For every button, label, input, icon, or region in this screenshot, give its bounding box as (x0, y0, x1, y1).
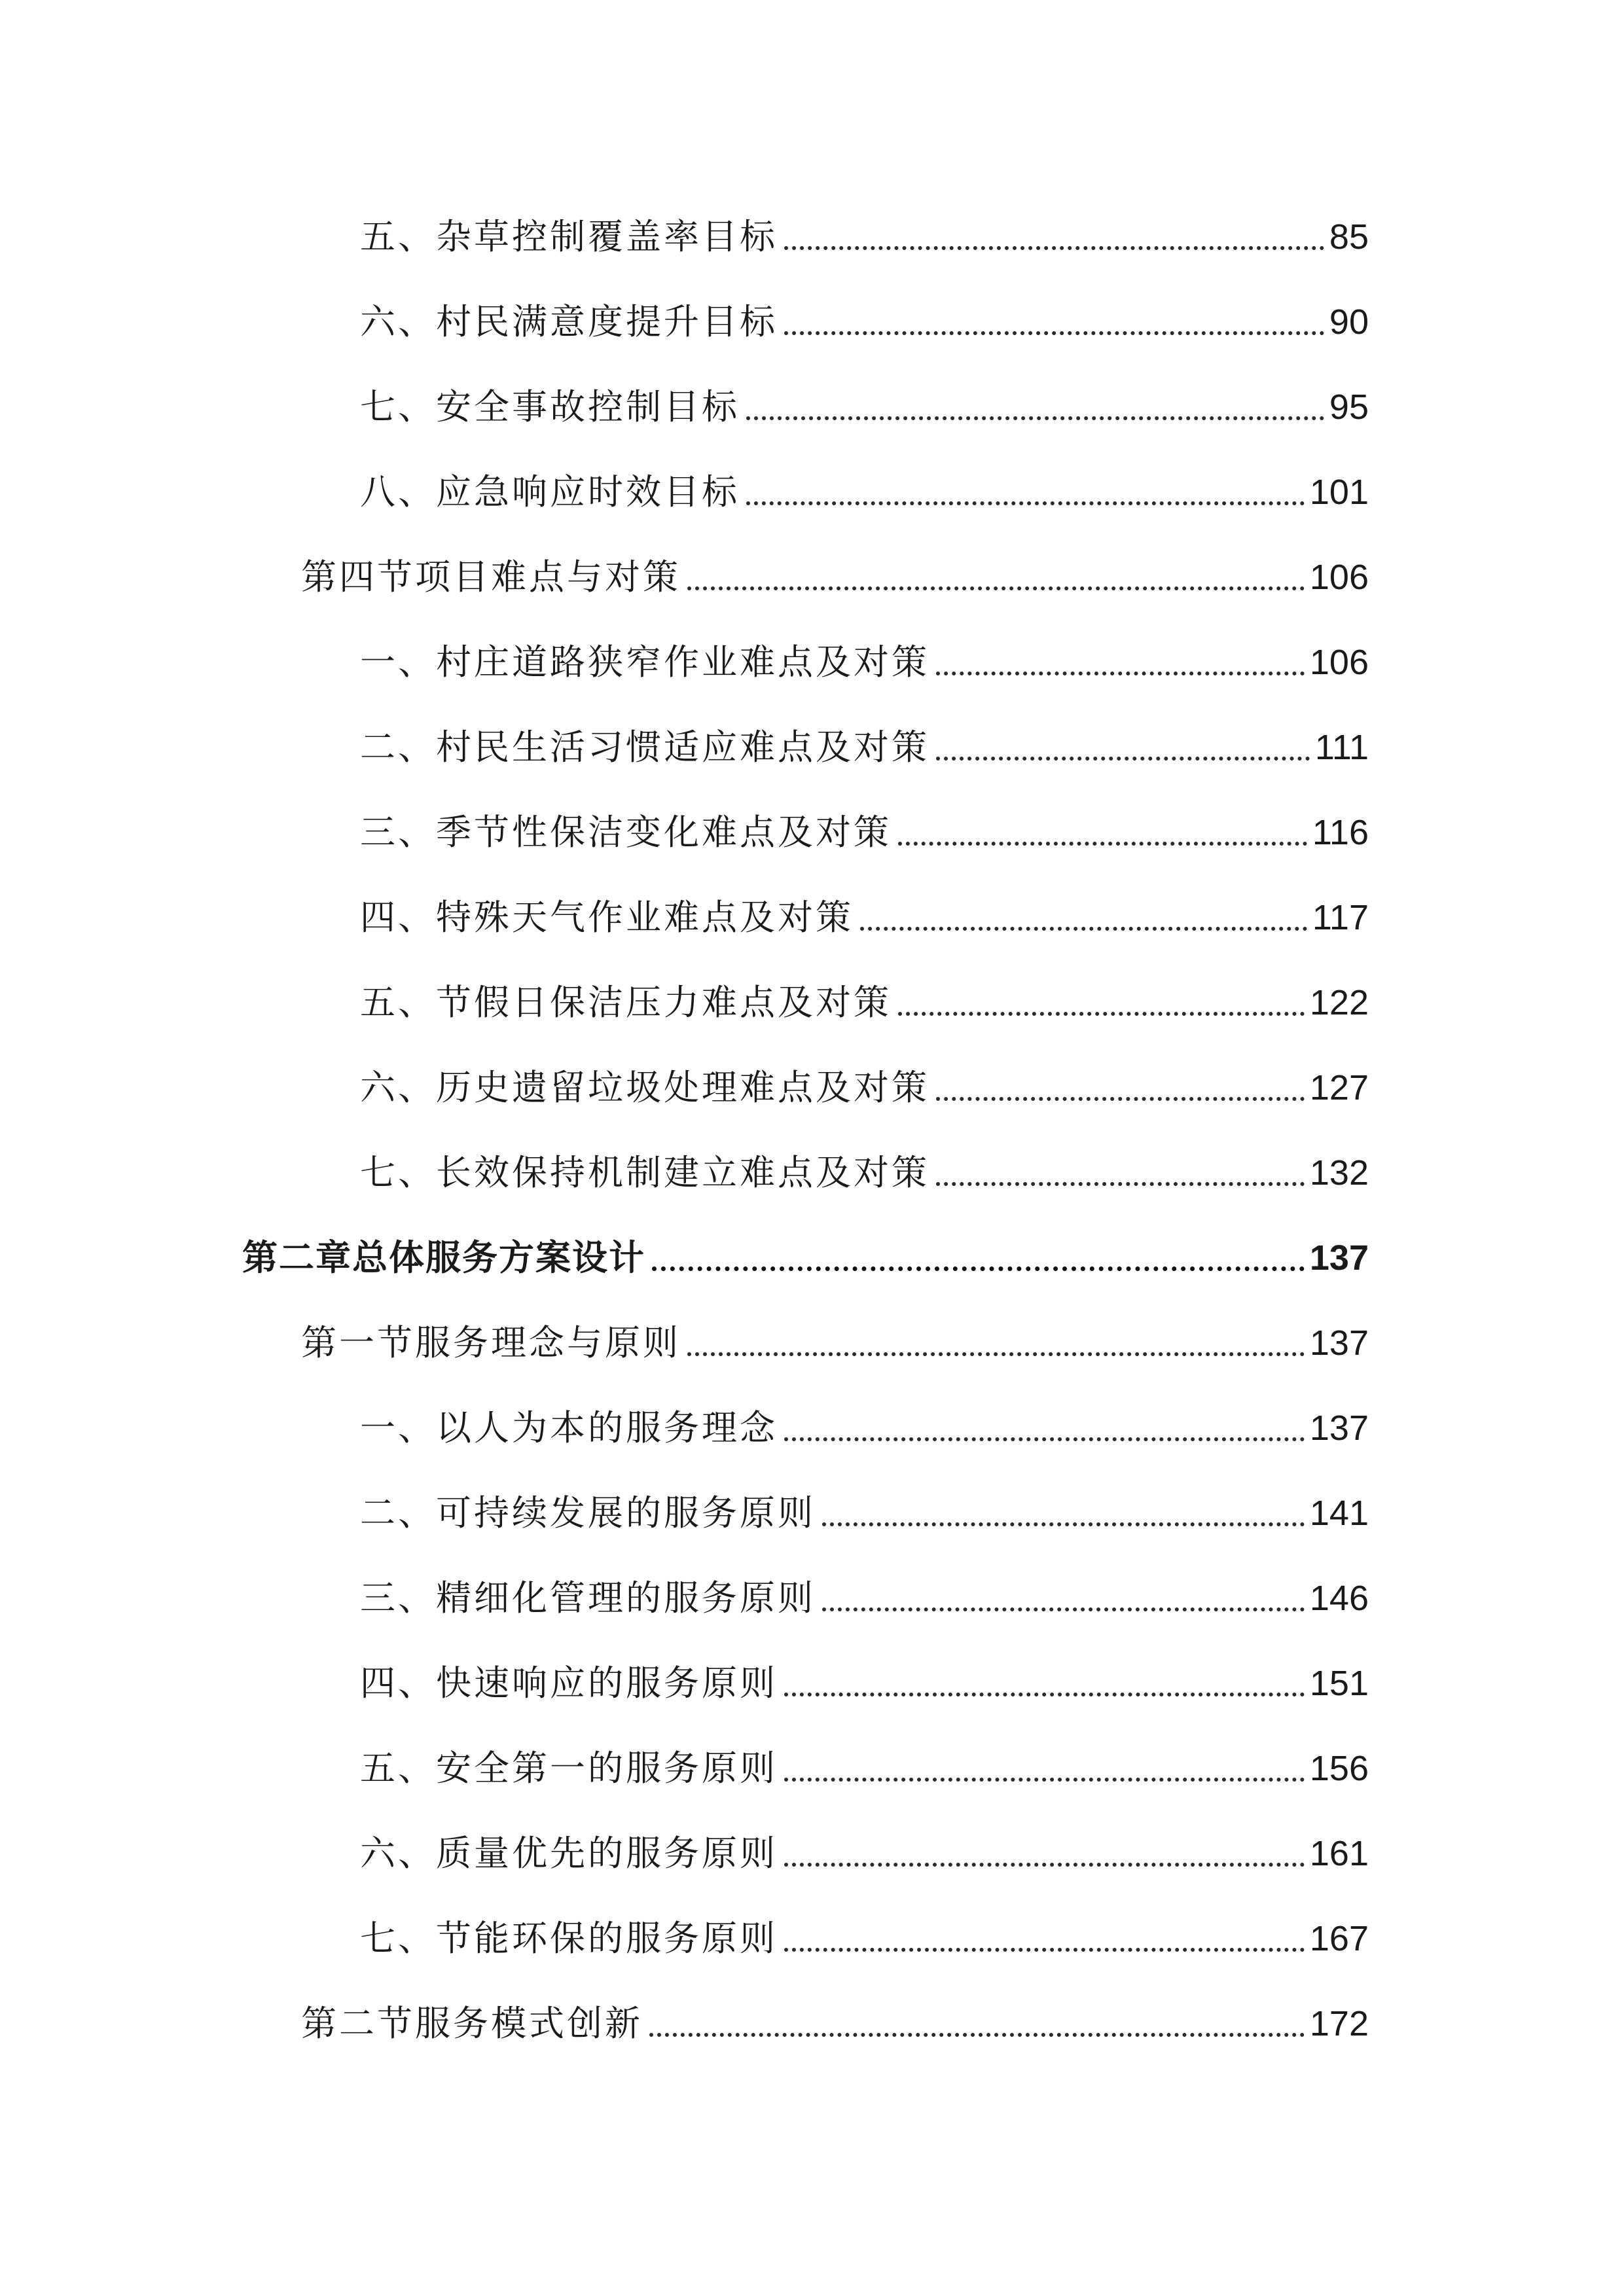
toc-entry-page: 106 (1309, 558, 1369, 597)
toc-entry[interactable] (360, 1657, 1369, 1710)
toc-entry-page: 161 (1309, 1834, 1369, 1873)
toc-entry[interactable] (360, 1487, 1369, 1539)
toc-entry-title: 四、快速响应的服务原则 (360, 1662, 778, 1704)
toc-dot-leader (746, 416, 1324, 420)
toc-entry-page: 137 (1309, 1238, 1369, 1278)
toc-entry-title: 一、村庄道路狭窄作业难点及对策 (360, 641, 929, 683)
toc-dot-leader (822, 1607, 1305, 1611)
toc-entry-page: 156 (1309, 1749, 1369, 1788)
toc-dot-leader (898, 842, 1307, 846)
toc-entry-title: 三、季节性保洁变化难点及对策 (360, 812, 892, 853)
toc-entry-page: 106 (1309, 643, 1369, 682)
toc-dot-leader (649, 2033, 1305, 2037)
toc-entry[interactable] (360, 1402, 1369, 1454)
toc-dot-leader (784, 1778, 1305, 1782)
toc-entry[interactable] (360, 1912, 1369, 1965)
toc-entry-page: 95 (1329, 387, 1369, 427)
toc-dot-leader (746, 501, 1305, 505)
toc-entry-title: 第一节服务理念与原则 (301, 1322, 681, 1363)
toc-entry[interactable] (360, 1742, 1369, 1795)
toc-entry-page: 85 (1329, 217, 1369, 257)
toc-entry[interactable] (301, 1317, 1369, 1369)
toc-entry[interactable] (360, 1062, 1369, 1114)
toc-entry-page: 117 (1312, 898, 1369, 937)
toc-entry-page: 101 (1309, 473, 1369, 512)
toc-entry-page: 167 (1309, 1919, 1369, 1958)
toc-dot-leader (936, 1182, 1305, 1186)
toc-entry[interactable] (360, 381, 1369, 433)
toc-entry-page: 146 (1309, 1579, 1369, 1618)
toc-dot-leader (898, 1012, 1305, 1016)
toc-entry-title: 第二节服务模式创新 (301, 2003, 643, 2044)
toc-dot-leader (860, 927, 1307, 931)
toc-entry[interactable] (360, 296, 1369, 348)
toc-entry[interactable] (360, 806, 1369, 859)
toc-entry-page: 141 (1309, 1494, 1369, 1533)
toc-entry[interactable] (360, 721, 1369, 774)
toc-dot-leader (784, 1693, 1305, 1696)
toc-entry[interactable] (360, 636, 1369, 689)
toc-entry-title: 七、节能环保的服务原则 (360, 1918, 778, 1959)
toc-entry-title: 七、安全事故控制目标 (360, 386, 740, 427)
toc-entry[interactable] (360, 1147, 1369, 1199)
toc-entry[interactable] (360, 1572, 1369, 1624)
toc-entry-title: 六、村民满意度提升目标 (360, 301, 778, 342)
toc-entry-title: 四、特殊天气作业难点及对策 (360, 897, 854, 938)
toc-entry-title: 第二章总体服务方案设计 (242, 1237, 645, 1278)
toc-entry-title: 八、应急响应时效目标 (360, 471, 740, 512)
toc-dot-leader (652, 1266, 1305, 1271)
toc-entry[interactable] (301, 1998, 1369, 2050)
toc-chapter-entry[interactable] (242, 1232, 1369, 1284)
toc-entry[interactable] (360, 891, 1369, 944)
toc-entry-title: 五、安全第一的服务原则 (360, 1748, 778, 1789)
toc-dot-leader (784, 331, 1324, 335)
toc-dot-leader (936, 757, 1310, 761)
toc-entry-page: 116 (1312, 813, 1369, 852)
toc-entry-page: 151 (1309, 1664, 1369, 1703)
toc-entry-title: 三、精细化管理的服务原则 (360, 1577, 816, 1619)
toc-entry-title: 七、长效保持机制建立难点及对策 (360, 1152, 929, 1193)
toc-entry-title: 一、以人为本的服务理念 (360, 1407, 778, 1448)
toc-dot-leader (687, 1352, 1305, 1356)
toc-entry-page: 90 (1329, 302, 1369, 342)
toc-entry-page: 172 (1309, 2004, 1369, 2043)
toc-entry-page: 111 (1314, 728, 1369, 767)
toc-entry[interactable] (360, 466, 1369, 518)
toc-dot-leader (784, 1437, 1305, 1441)
toc-entry-title: 五、节假日保洁压力难点及对策 (360, 982, 892, 1023)
toc-entry-title: 二、可持续发展的服务原则 (360, 1492, 816, 1534)
toc-dot-leader (822, 1522, 1305, 1526)
toc-dot-leader (687, 586, 1305, 590)
toc-entry-title: 二、村民生活习惯适应难点及对策 (360, 726, 929, 768)
toc-entry[interactable] (360, 1827, 1369, 1880)
toc-entry-page: 137 (1309, 1408, 1369, 1448)
toc-entry-page: 137 (1309, 1323, 1369, 1363)
toc-entry[interactable] (360, 977, 1369, 1029)
toc-dot-leader (784, 246, 1324, 250)
toc-dot-leader (784, 1948, 1305, 1952)
toc-entry-title: 五、杂草控制覆盖率目标 (360, 216, 778, 257)
toc-entry-page: 132 (1309, 1153, 1369, 1193)
toc-entry-page: 122 (1309, 983, 1369, 1022)
toc-entry[interactable] (360, 211, 1369, 263)
toc-entry-title: 六、质量优先的服务原则 (360, 1833, 778, 1874)
toc-entry-title: 六、历史遗留垃圾处理难点及对策 (360, 1067, 929, 1108)
toc-entry[interactable] (301, 551, 1369, 603)
toc-entry-title: 第四节项目难点与对策 (301, 556, 681, 598)
toc-dot-leader (936, 672, 1305, 675)
toc-dot-leader (936, 1097, 1305, 1101)
toc-entry-page: 127 (1309, 1068, 1369, 1107)
toc-dot-leader (784, 1863, 1305, 1867)
